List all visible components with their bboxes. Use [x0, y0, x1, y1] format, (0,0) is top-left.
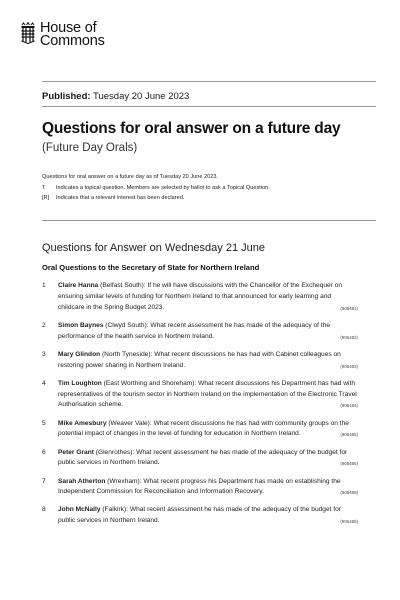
question-text: What recent assessment he has made of the adequacy of the performance of the health service in Northern Ireland. — [58, 321, 330, 340]
question-number: 3 — [42, 350, 46, 358]
question-body — [58, 281, 358, 314]
question-body — [58, 419, 358, 442]
logo-line-2: Commons — [40, 33, 105, 49]
question-number: 6 — [42, 448, 46, 456]
question-text: What recent discussions he has had with community groups on the potential impact of changes in the level of funding for education in Northern Ireland. — [58, 419, 349, 438]
legend-row — [42, 183, 270, 194]
legend-row — [42, 193, 270, 204]
logo-wordmark — [40, 22, 105, 48]
legend-key: T — [42, 184, 46, 191]
question-text: What recent assessment he has made of the adequacy of the budget for public services in Northern Ireland. — [58, 448, 348, 467]
divider — [42, 106, 376, 107]
question-body — [58, 477, 358, 500]
question-id: (905483) — [340, 363, 358, 369]
intro-text: Questions for oral answer on a future day as of Tuesday 20 June 2023. — [42, 174, 219, 180]
question-id: (905482) — [340, 334, 358, 340]
question-id: (905486) — [340, 461, 358, 467]
questions-list — [42, 281, 358, 534]
question-item — [42, 350, 358, 373]
question-item — [42, 321, 358, 344]
member-constituency: (Glenrothes): — [95, 448, 135, 456]
question-id: (905485) — [340, 432, 358, 438]
divider — [42, 220, 376, 221]
question-id: (905488) — [340, 490, 358, 496]
legend-key: [R] — [42, 195, 50, 201]
question-item — [42, 379, 358, 412]
published-label: Published: — [42, 91, 91, 102]
member-name: Claire Hanna — [58, 282, 99, 289]
question-number: 7 — [42, 477, 46, 485]
question-body — [58, 379, 358, 412]
question-number: 5 — [42, 419, 46, 427]
portcullis-icon — [20, 22, 36, 44]
member-name: Tim Loughton — [58, 379, 102, 387]
member-name: Sarah Atherton — [58, 477, 106, 485]
member-constituency: (North Tyneside): — [101, 350, 153, 358]
question-number: 2 — [42, 321, 46, 329]
department-heading: Oral Questions to the Secretary of State for Northern Ireland — [42, 263, 260, 272]
question-body — [58, 448, 358, 471]
question-item — [42, 448, 358, 471]
question-item — [42, 477, 358, 500]
published-line — [42, 91, 189, 102]
divider — [42, 81, 376, 82]
question-id: (905484) — [340, 403, 358, 409]
question-item — [42, 505, 358, 528]
member-constituency: (Weaver Vale): — [108, 419, 152, 427]
intro-block — [42, 172, 270, 204]
question-number: 8 — [42, 506, 46, 514]
question-text: What recent progress his Department has made on establishing the Independent Commission for Reconciliation and Information Recovery. — [58, 477, 341, 496]
member-name: Mike Amesbury — [58, 419, 107, 427]
question-text: What recent discussions he has had with Cabinet colleagues on restoring power sharing in Northern Ireland. — [58, 350, 341, 369]
member-constituency: (East Worthing and Shoreham): — [103, 379, 197, 387]
question-text: What recent assessment he has made of the adequacy of the budget for public services in Northern Ireland. — [58, 506, 341, 525]
member-name: Peter Grant — [58, 448, 94, 456]
member-name: Simon Baynes — [58, 321, 104, 329]
document-subtitle: (Future Day Orals) — [42, 142, 138, 154]
section-heading: Questions for Answer on Wednesday 21 June — [42, 242, 265, 254]
member-name: Mary Glindon — [58, 350, 101, 358]
question-id: (905489) — [340, 519, 358, 525]
logo-line-1: House of — [40, 20, 97, 36]
member-constituency: (Belfast South): — [100, 282, 146, 289]
question-text: What recent discussions his Department has had with representatives of the tourism sector in Northern Ireland on the implementation of the Electronic Travel Authorisation scheme. — [58, 379, 357, 409]
document-title: Questions for oral answer on a future day — [42, 120, 341, 137]
question-body — [58, 321, 358, 344]
legend-text: Indicates that a relevant interest has been declared. — [56, 195, 185, 201]
question-item — [42, 419, 358, 442]
question-body — [58, 350, 358, 373]
published-date: Tuesday 20 June 2023 — [93, 91, 190, 102]
house-of-commons-logo — [20, 22, 105, 48]
question-number: 1 — [42, 282, 46, 289]
question-item — [42, 281, 358, 314]
question-id: (905481) — [340, 305, 358, 311]
question-text: If he will have discussions with the Chancellor of the Exchequer on ensuring similar levels of funding for Northern Ireland to that announced for early learning and childcare in the Spring Budget 2023. — [58, 282, 343, 311]
member-name: John McNally — [58, 506, 101, 514]
question-body — [58, 505, 358, 528]
member-constituency: (Wrexham): — [107, 477, 142, 485]
member-constituency: (Falkirk): — [102, 506, 128, 514]
legend-text: Indicates a topical question. Members are selected by ballot to ask a Topical Question. — [56, 184, 270, 191]
member-constituency: (Clwyd South): — [105, 321, 149, 329]
question-number: 4 — [42, 379, 46, 387]
